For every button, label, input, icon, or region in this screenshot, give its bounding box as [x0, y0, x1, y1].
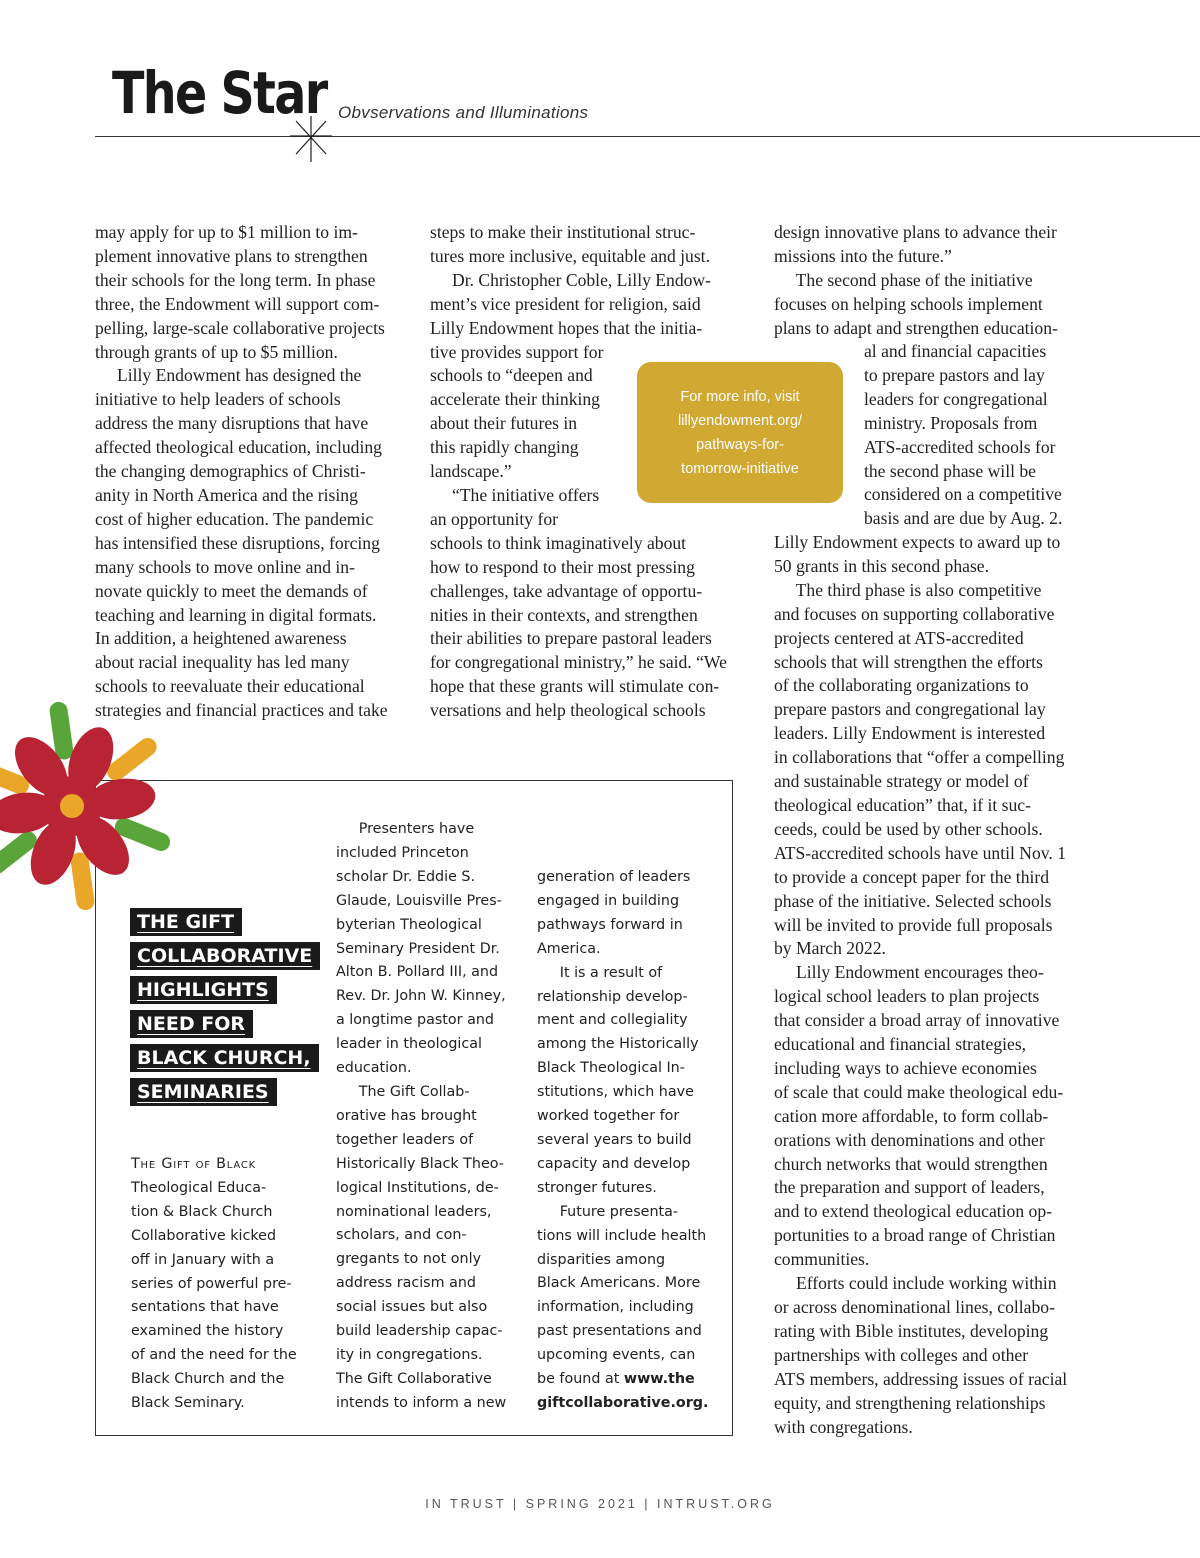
text-line: al and financial capacities	[864, 341, 1047, 361]
text-line: plement innovative plans to strengthen	[95, 245, 368, 266]
text-line: prepare pastors and congregational lay	[774, 699, 1046, 720]
text-line: The Gift Collaborative	[336, 1370, 492, 1387]
text-line: pathways forward in	[537, 916, 683, 933]
text-line: or across denominational lines, collabo-	[774, 1297, 1055, 1317]
text-line: projects centered at ATS-accredited	[774, 627, 1024, 648]
column-1-lines	[95, 221, 415, 723]
text-line: Efforts could include working within	[774, 1273, 1057, 1294]
text-line: the changing demographics of Christi-	[95, 461, 366, 482]
text-line: 50 grants in this second phase.	[774, 555, 989, 576]
text-line: tive provides support for	[430, 341, 604, 362]
text-line: theological education” that, if it suc-	[774, 794, 1031, 815]
text-line: through grants of up to $5 million.	[95, 341, 338, 362]
text-line: challenges, take advantage of opportu-	[430, 580, 703, 601]
text-line: tion & Black Church	[131, 1203, 273, 1220]
text-line: about racial inequality has led many	[95, 652, 350, 673]
text-line: ATS-accredited schools have until Nov. 1	[774, 842, 1067, 863]
text-line: affected theological education, including	[95, 437, 382, 458]
text-line: design innovative plans to advance their	[774, 222, 1057, 242]
text-line: and to extend theological education op-	[774, 1201, 1052, 1222]
text-line: with congregations.	[774, 1416, 913, 1437]
text-line: intends to inform a new	[336, 1394, 507, 1411]
text-line: Future presenta-	[537, 1203, 679, 1220]
text-line: of and the need for the	[131, 1347, 297, 1364]
sidebar-headline	[130, 908, 320, 1112]
text-line: byterian Theological	[336, 916, 482, 933]
flower-decoration-icon	[0, 700, 200, 930]
text-line: and sustainable strategy or model of	[774, 771, 1029, 792]
text-line: “The initiative offers	[430, 484, 600, 505]
callout-line: For more info, visit	[680, 388, 800, 405]
text-line: engaged in building	[537, 892, 680, 909]
text-line: hope that these grants will stimulate con-	[430, 676, 720, 697]
text-line: has intensified these disruptions, forcing	[95, 532, 380, 553]
text-line: plans to adapt and strengthen education-	[774, 317, 1058, 338]
text-line: the second phase will be	[864, 460, 1036, 481]
text-line: among the Historically	[537, 1036, 699, 1053]
text-line: nominational leaders,	[336, 1203, 492, 1220]
callout-line: lillyendowment.org/	[677, 412, 803, 429]
text-line: ceeds, could be used by other schools.	[774, 818, 1043, 839]
text-line: their schools for the long term. In phase	[95, 269, 376, 290]
text-line: three, the Endowment will support com-	[95, 293, 380, 314]
article-column-3-narrow	[864, 340, 1094, 531]
text-line: Collaborative kicked	[131, 1227, 277, 1244]
callout-line: tomorrow-initiative	[681, 460, 799, 477]
text-line: nities in their contexts, and strengthen	[430, 604, 698, 625]
text-line: orative has brought	[336, 1107, 477, 1124]
text-line: ministry. Proposals from	[864, 412, 1038, 433]
text-line: how to respond to their most pressing	[430, 556, 695, 577]
text-line: Black Seminary.	[131, 1395, 245, 1412]
text-line: build leadership capac-	[336, 1323, 503, 1340]
text-line: initiative to help leaders of schools	[95, 389, 341, 410]
text-line: in collaborations that “offer a compelling	[774, 747, 1065, 768]
text-line: series of powerful pre-	[131, 1275, 292, 1292]
sidebar-column-1	[131, 1153, 321, 1416]
column-3-bottom-lines	[774, 531, 1094, 1439]
text-line: phase of the initiative. Selected schools	[774, 890, 1052, 911]
text-line: information, including	[537, 1299, 694, 1316]
text-line: examined the history	[131, 1323, 284, 1340]
headline-line: BLACK CHURCH,	[130, 1044, 319, 1072]
text-line: a longtime pastor and	[336, 1012, 494, 1029]
page-footer: IN TRUST | SPRING 2021 | INTRUST.ORG	[425, 1497, 775, 1511]
text-line: to provide a concept paper for the third	[774, 866, 1050, 887]
text-line: education.	[336, 1060, 412, 1077]
text-line: schools to think imaginatively about	[430, 532, 687, 553]
text-line: tions will include health	[537, 1227, 707, 1244]
text-line: orations with denominations and other	[774, 1129, 1045, 1150]
gift-collaborative-link[interactable]: giftcollaborative.org.	[537, 1394, 709, 1411]
text-line: schools to reevaluate their educational	[95, 676, 365, 697]
text-line: The third phase is also competitive	[774, 579, 1042, 600]
text-line: Lilly Endowment has designed the	[95, 365, 362, 386]
text-line: of the collaborating organizations to	[774, 675, 1029, 696]
text-line: worked together for	[537, 1108, 680, 1125]
text-line: will be invited to provide full proposals	[774, 914, 1053, 935]
text-line: America.	[537, 940, 601, 957]
text-line: Lilly Endowment hopes that the initia-	[430, 317, 703, 338]
text-line: basis and are due by Aug. 2.	[864, 508, 1063, 529]
column-3-top-lines	[774, 221, 1094, 341]
text-line: the preparation and support of leaders,	[774, 1177, 1045, 1198]
text-line: capacity and develop	[537, 1155, 691, 1172]
text-line: Presenters have	[336, 821, 475, 837]
text-line: portunities to a broad range of Christian	[774, 1225, 1056, 1246]
text-line: schools that will strengthen the efforts	[774, 651, 1043, 672]
text-line: partnerships with colleges and other	[774, 1344, 1029, 1365]
text-line: focuses on helping schools implement	[774, 293, 1043, 314]
text-line: Lilly Endowment expects to award up to	[774, 532, 1061, 552]
text-line: tures more inclusive, equitable and just.	[430, 245, 710, 266]
text-line: Black Americans. More	[537, 1275, 701, 1292]
text-line: disparities among	[537, 1251, 666, 1268]
text-line: leaders. Lilly Endowment is interested	[774, 723, 1046, 744]
text-line: of scale that could make theological edu-	[774, 1081, 1064, 1102]
text-line: Dr. Christopher Coble, Lilly Endow-	[430, 269, 711, 290]
text-line: their abilities to prepare pastoral leaders	[430, 628, 712, 649]
text-line: Alton B. Pollard III, and	[336, 964, 499, 981]
text-line: leader in theological	[336, 1036, 482, 1053]
masthead-subtitle: Obvservations and Illuminations	[338, 103, 589, 122]
sidebar-link-line	[537, 1368, 727, 1392]
text-line: cation more affordable, to form collab-	[774, 1105, 1049, 1126]
article-column-1	[95, 221, 415, 723]
sidebar-column-2	[336, 818, 526, 1416]
sidebar-link-line	[537, 1392, 727, 1416]
text-line: address the many disruptions that have	[95, 413, 369, 434]
text-line: gregants to not only	[336, 1251, 482, 1268]
text-line: logical Institutions, de-	[336, 1179, 499, 1196]
text-line: to prepare pastors and lay	[864, 364, 1045, 385]
text-line: by March 2022.	[774, 938, 886, 959]
text-line: strategies and financial practices and take	[95, 700, 388, 721]
text-line: ATS members, addressing issues of racial	[774, 1368, 1068, 1389]
text-line: Historically Black Theo-	[336, 1155, 504, 1172]
text-line: Glaude, Louisville Pres-	[336, 892, 502, 909]
column-3-narrow-lines	[864, 340, 1094, 531]
text-line: Black Church and the	[131, 1371, 285, 1388]
text-line: equity, and strengthening relationships	[774, 1392, 1046, 1413]
text-line: this rapidly changing	[430, 437, 579, 458]
text-line: ment and collegiality	[537, 1012, 688, 1029]
article-column-3-bottom	[774, 531, 1094, 1439]
text-line: novate quickly to meet the demands of	[95, 580, 368, 601]
link-prefix: be found at	[537, 1371, 624, 1388]
text-line: upcoming events, can	[537, 1347, 696, 1364]
masthead-title: The Star	[112, 59, 327, 127]
text-line: schools to “deepen and	[430, 365, 593, 386]
text-line: relationship develop-	[537, 988, 688, 1005]
text-line: Rev. Dr. John W. Kinney,	[336, 988, 506, 1005]
text-line: past presentations and	[537, 1323, 702, 1340]
text-line: versations and help theological schools	[430, 700, 706, 721]
text-line: scholars, and con-	[336, 1227, 467, 1244]
text-line: ATS-accredited schools for	[864, 436, 1056, 457]
text-line: that consider a broad array of innovative	[774, 1010, 1060, 1031]
text-line: may apply for up to $1 million to im-	[95, 222, 358, 242]
text-line: In addition, a heightened awareness	[95, 628, 347, 649]
text-line: about their futures in	[430, 413, 578, 434]
text-line: The Gift Collab-	[336, 1083, 470, 1100]
sidebar-column-1-lines	[131, 1153, 321, 1416]
text-line: scholar Dr. Eddie S.	[336, 868, 476, 885]
text-line: missions into the future.”	[774, 245, 952, 266]
text-line: logical school leaders to plan projects	[774, 986, 1040, 1007]
text-line: cost of higher education. The pandemic	[95, 508, 374, 529]
text-line: stronger futures.	[537, 1179, 657, 1196]
text-line: off in January with a	[131, 1251, 275, 1268]
text-line: together leaders of	[336, 1131, 474, 1148]
text-line: ment’s vice president for religion, said	[430, 293, 701, 314]
callout-line: pathways-for-	[696, 436, 784, 453]
text-line: Theological Educa-	[131, 1179, 267, 1196]
text-line: included Princeton	[336, 844, 469, 861]
text-line: many schools to move online and in-	[95, 556, 355, 577]
headline-line: SEMINARIES	[130, 1078, 277, 1106]
gift-collaborative-link[interactable]: www.the	[623, 1371, 695, 1388]
text-line: The Gift of Black	[131, 1156, 256, 1172]
text-line: address racism and	[336, 1275, 477, 1292]
text-line: landscape.”	[430, 461, 512, 482]
headline-line: HIGHLIGHTS	[130, 976, 277, 1004]
headline-line: THE GIFT	[130, 908, 242, 936]
text-line: including ways to achieve economies	[774, 1057, 1037, 1078]
text-line: The second phase of the initiative	[774, 269, 1033, 290]
text-line: teaching and learning in digital formats.	[95, 604, 377, 625]
headline-line: NEED FOR	[130, 1010, 253, 1038]
text-line: stitutions, which have	[537, 1084, 694, 1101]
text-line: rating with Bible institutes, developing	[774, 1320, 1049, 1341]
text-line: pelling, large-scale collaborative projects	[95, 317, 385, 338]
text-line: anity in North America and the rising	[95, 484, 358, 505]
text-line: Seminary President Dr.	[336, 940, 500, 957]
text-line: It is a result of	[537, 964, 663, 981]
sidebar-column-3-lines	[537, 866, 727, 1368]
sidebar-column-2-lines	[336, 818, 526, 1416]
text-line: sentations that have	[131, 1299, 279, 1316]
article-column-3-top	[774, 221, 1094, 341]
masthead-rule	[95, 136, 1200, 137]
text-line: an opportunity for	[430, 508, 559, 529]
text-line: generation of leaders	[537, 869, 691, 885]
text-line: leaders for congregational	[864, 388, 1048, 409]
sidebar-column-3	[537, 866, 727, 1416]
text-line: communities.	[774, 1249, 870, 1270]
text-line: steps to make their institutional struc-	[430, 222, 696, 242]
text-line: several years to build	[537, 1131, 692, 1148]
text-line: educational and financial strategies,	[774, 1034, 1027, 1055]
text-line: social issues but also	[336, 1299, 488, 1316]
headline-line: COLLABORATIVE	[130, 942, 320, 970]
sparkle-star-icon	[288, 114, 334, 164]
text-line: Lilly Endowment encourages theo-	[774, 962, 1044, 983]
text-line: church networks that would strengthen	[774, 1153, 1048, 1174]
text-line: for congregational ministry,” he said. “We	[430, 652, 727, 673]
more-info-callout[interactable]	[637, 362, 843, 503]
text-line: ity in congregations.	[336, 1346, 483, 1363]
text-line: considered on a competitive	[864, 484, 1062, 505]
text-line: and focuses on supporting collaborative	[774, 603, 1055, 624]
text-line: accelerate their thinking	[430, 389, 600, 410]
text-line: Black Theological In-	[537, 1060, 685, 1077]
